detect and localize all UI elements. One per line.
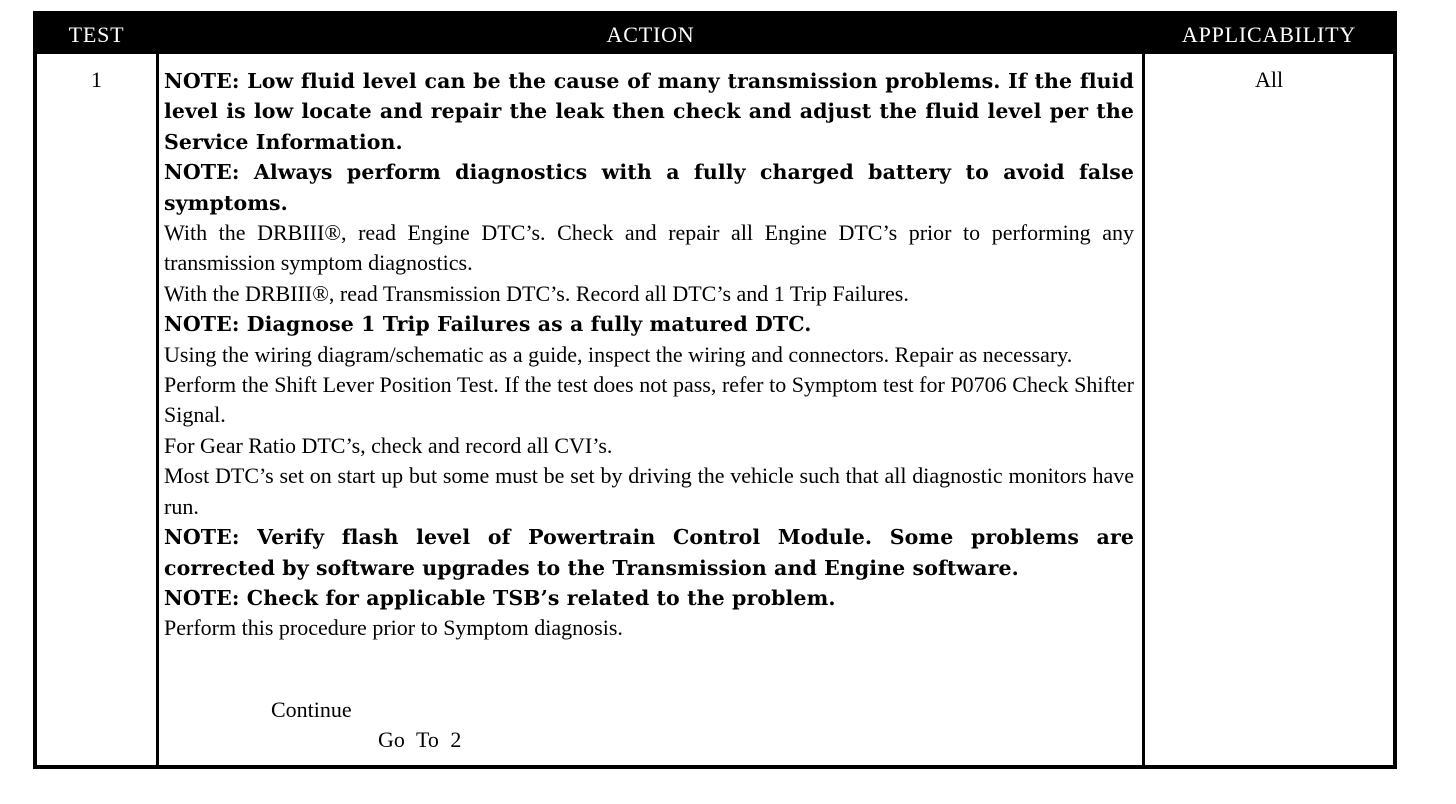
goto-instruction (378, 727, 461, 753)
action-paragraph: NOTE: Diagnose 1 Trip Failures as a fully matured DTC. (164, 312, 812, 337)
applicability-value: All (1254, 67, 1284, 92)
column-divider (1142, 54, 1145, 769)
action-paragraph: NOTE: Always perform diagnostics with a fully charged battery to avoid false symptoms. (164, 160, 1134, 215)
goto-label: Go To (378, 727, 439, 752)
action-paragraph: Most DTC’s set on start up but some must be set by driving the vehicle such that all diagnostic monitors have run. (164, 463, 1134, 519)
goto-target[interactable]: 2 (450, 727, 462, 752)
action-paragraph: Using the wiring diagram/schematic as a guide, inspect the wiring and connectors. Repair as necessary. (164, 341, 1073, 367)
header-applicability: APPLICABILITY (1181, 22, 1357, 47)
header-action: ACTION (606, 22, 695, 47)
column-divider (156, 54, 159, 769)
continue-label: Continue (271, 697, 352, 722)
action-text (164, 66, 1134, 644)
header-test: TEST (68, 22, 125, 47)
action-paragraph: With the DRBIII®, read Engine DTC’s. Check and repair all Engine DTC’s prior to performing any transmission symptom diagnostics. (164, 220, 1134, 276)
action-paragraph: With the DRBIII®, read Transmission DTC’s. Record all DTC’s and 1 Trip Failures. (164, 280, 909, 306)
action-paragraph: NOTE: Check for applicable TSB’s related to the problem. (164, 585, 836, 610)
test-number: 1 (91, 67, 102, 92)
table-header (37, 15, 1393, 54)
action-paragraph: NOTE: Low fluid level can be the cause of many transmission problems. If the fluid level is low locate and repair the leak then check and adjust the fluid level per the Service Information. (164, 69, 1134, 154)
action-paragraph: Perform this procedure prior to Symptom diagnosis. (164, 615, 623, 641)
action-paragraph: NOTE: Verify flash level of Powertrain Control Module. Some problems are corrected by software upgrades to the Transmission and Engine software. (164, 525, 1134, 580)
diagnostic-table (33, 11, 1397, 769)
action-paragraph: For Gear Ratio DTC’s, check and record all CVI’s. (164, 432, 613, 458)
action-paragraph: Perform the Shift Lever Position Test. If the test does not pass, refer to Symptom test for P0706 Check Shifter Signal. (164, 372, 1134, 428)
